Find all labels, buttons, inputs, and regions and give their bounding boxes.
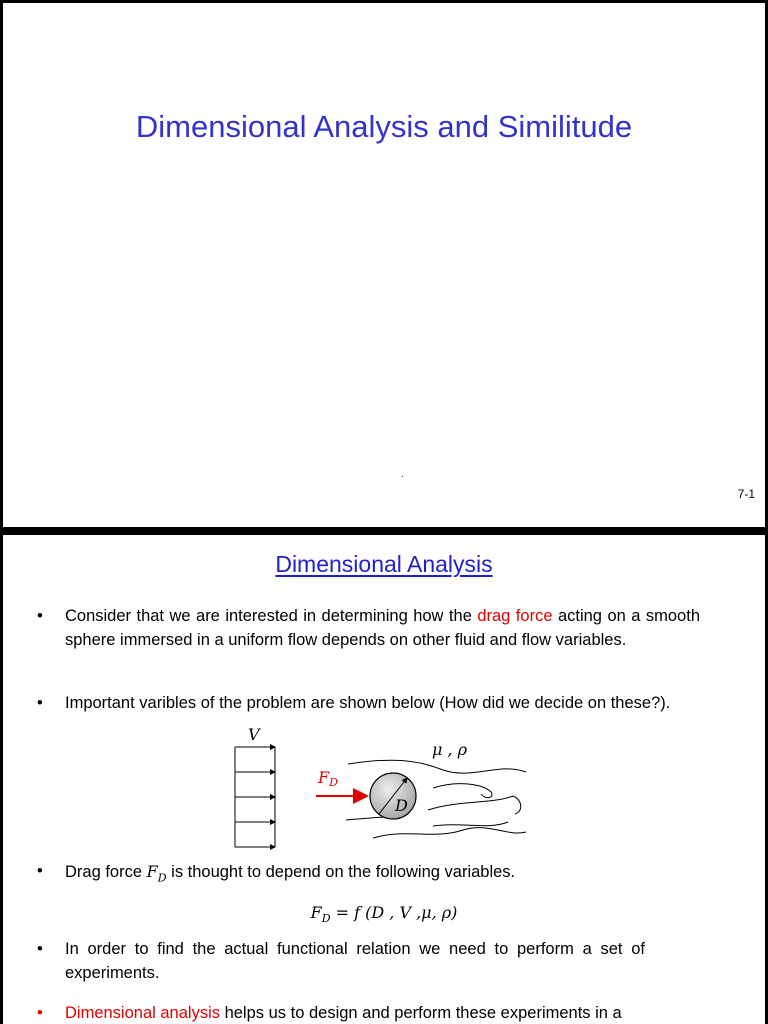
bullet-1-text [65, 605, 700, 652]
dimensional-analysis-highlight: Dimensional analysis [65, 1004, 220, 1022]
bullet-3-part: is thought to depend on the following variables. [166, 863, 516, 881]
drag-force-symbol: F [146, 862, 158, 881]
slide-title: Dimensional Analysis and Similitude [135, 109, 633, 144]
velocity-label: V [248, 725, 260, 744]
bullet-1-part: Consider that we are interested in determining how the [65, 607, 478, 625]
bullet-symbol: • [37, 1004, 43, 1022]
bullet-symbol: • [37, 607, 43, 625]
equation-rhs: = f (D , V ,μ, ρ) [330, 903, 458, 922]
functional-equation [3, 903, 765, 925]
bullet-5-text [65, 1002, 705, 1024]
fluid-properties-label: μ , ρ [432, 740, 468, 759]
bullet-symbol: • [37, 694, 43, 712]
title-slide [3, 3, 765, 527]
diameter-label: D [395, 796, 408, 815]
bullet-symbol: • [37, 862, 43, 880]
equation-lhs-subscript: D [321, 912, 331, 926]
equation-lhs: F [310, 903, 322, 922]
content-slide [3, 535, 765, 1024]
section-title: Dimensional Analysis [275, 551, 493, 577]
bullet-3-part: Drag force [65, 863, 147, 881]
bullet-5-part: helps us to design and perform these experiments in a [220, 1004, 622, 1022]
drag-force-highlight: drag force [477, 607, 553, 625]
bullet-symbol: • [37, 940, 43, 958]
page-number: 7-1 [737, 487, 755, 501]
drag-force-label: FD [318, 768, 338, 789]
drag-force-subscript: D [157, 871, 167, 885]
bullet-3-text [65, 860, 745, 890]
bullet-4-text: In order to find the actual functional relation we need to perform a set of experiments. [65, 940, 645, 982]
bullet-1-part: acting on a smooth sphere immersed in a uniform flow depends on other fluid and flow variables. [65, 607, 700, 649]
bullet-2-text: Important varibles of the problem are shown below (How did we decide on these?). [65, 694, 671, 712]
velocity-profile [235, 747, 275, 847]
slide-dot: . [401, 469, 404, 480]
sphere-flow-figure [223, 722, 543, 852]
